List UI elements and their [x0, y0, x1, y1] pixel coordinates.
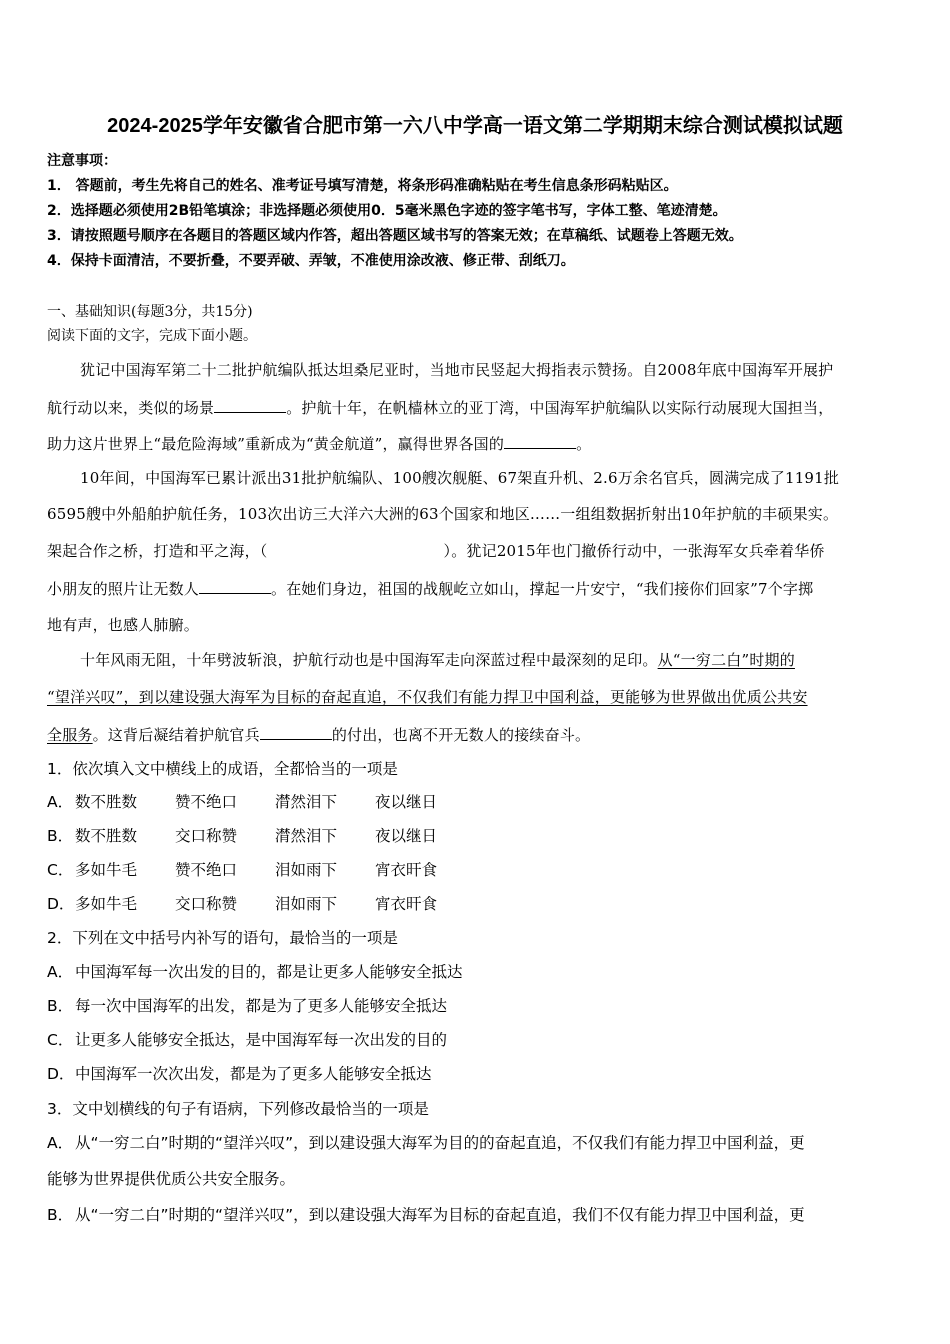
- passage-line: [47, 541, 905, 561]
- option-word: 数不胜数: [75, 793, 138, 811]
- option-word: 多如牛毛: [75, 895, 138, 913]
- option-key: A．: [47, 963, 74, 981]
- question-stem: 3．文中划横线的句子有语病，下列修改最恰当的一项是: [47, 1100, 429, 1118]
- option-word: 夜以继日: [375, 793, 438, 811]
- passage-line: 犹记中国海军第二十二批护航编队抵达坦桑尼亚时，当地市民竖起大拇指表示赞扬。自2008年底中国海军开展护: [80, 361, 834, 379]
- answer-option[interactable]: [47, 1205, 805, 1225]
- notice-item: 4．保持卡面清洁，不要折叠，不要弄破、弄皱，不准使用涂改液、修正带、刮纸刀。: [47, 253, 575, 269]
- option-word: 潸然泪下: [275, 793, 338, 811]
- option-text: 从“一穷二白”时期的“望洋兴叹”，到以建设强大海军为目的的奋起直追，不仅我们有能力捍卫中国利益，更: [75, 1134, 805, 1152]
- answer-option[interactable]: [47, 1133, 805, 1153]
- underlined-sentence: “望洋兴叹”，到以建设强大海军为目标的奋起直追，不仅我们有能力捍卫中国利益，更能够为世界做出优质公共安: [47, 688, 808, 706]
- fill-blank: [260, 724, 332, 740]
- question-stem: 2．下列在文中括号内补写的语句，最恰当的一项是: [47, 929, 398, 947]
- passage-line: [47, 433, 905, 454]
- passage-line: 6595艘中外船舶护航任务，103次出访三大洋六大洲的63个国家和地区……一组组数据折射出10年护航的丰硕果实。: [47, 505, 839, 523]
- passage-text: 的付出，也离不开无数人的接续奋斗。: [331, 726, 591, 744]
- passage-text: 。: [576, 435, 592, 453]
- passage-text: 航行动以来，类似的场景: [47, 399, 215, 417]
- question-stem: 1．依次填入文中横线上的成语，全都恰当的一项是: [47, 760, 398, 778]
- option-key: D．: [47, 895, 75, 913]
- option-text: 中国海军一次次出发，都是为了更多人能够安全抵达: [75, 1065, 432, 1083]
- option-word: 交口称赞: [175, 827, 238, 845]
- option-word: 泪如雨下: [275, 895, 338, 913]
- option-word: 泪如雨下: [275, 861, 338, 879]
- answer-option[interactable]: [47, 860, 475, 880]
- option-word: 赞不绝口: [175, 861, 238, 879]
- option-word: 多如牛毛: [75, 861, 138, 879]
- option-key: D．: [47, 1065, 75, 1083]
- option-word: 交口称赞: [175, 895, 238, 913]
- option-key: C．: [47, 861, 74, 879]
- option-word: 夜以继日: [375, 827, 438, 845]
- underlined-sentence: 从“一穷二白”时期的: [657, 651, 795, 669]
- passage-text: 。这背后凝结着护航官兵: [92, 726, 260, 744]
- passage-line: [47, 724, 905, 745]
- section-instruction: 阅读下面的文字，完成下面小题。: [47, 328, 257, 344]
- passage-line: [47, 687, 905, 707]
- option-key: B．: [47, 1206, 74, 1224]
- option-word: 宵衣旰食: [375, 861, 438, 879]
- option-text: 让更多人能够安全抵达，是中国海军每一次出发的目的: [75, 1031, 448, 1049]
- option-text: 从“一穷二白”时期的“望洋兴叹”，到以建设强大海军为目标的奋起直追，我们不仅有能力捍卫中国利益，更: [75, 1206, 805, 1224]
- answer-option-continued: 能够为世界提供优质公共安全服务。: [47, 1170, 296, 1188]
- underlined-sentence: 全服务: [47, 726, 93, 744]
- section-heading: 一、基础知识(每题3分，共15分): [47, 304, 253, 320]
- notice-item: 3．请按照题号顺序在各题目的答题区域内作答，超出答题区域书写的答案无效；在草稿纸、试题卷上答题无效。: [47, 228, 743, 244]
- fill-blank: [504, 433, 576, 449]
- notice-item: 2．选择题必须使用2B铅笔填涂；非选择题必须使用0．5毫米黑色字迹的签字笔书写，字体工整、笔迹清楚。: [47, 203, 727, 219]
- notice-heading: 注意事项：: [47, 153, 117, 169]
- option-key: A．: [47, 793, 74, 811]
- passage-line: [47, 578, 905, 599]
- option-key: C．: [47, 1031, 74, 1049]
- passage-text: 。在她们身边，祖国的战舰屹立如山，撑起一片安宁，“我们接你们回家”7个字掷: [271, 580, 814, 598]
- passage-line: [80, 650, 905, 670]
- fill-blank: [199, 578, 271, 594]
- passage-text: 小朋友的照片让无数人: [47, 580, 200, 598]
- passage-line: 地有声，也感人肺腑。: [47, 616, 200, 634]
- answer-option[interactable]: [47, 894, 475, 914]
- passage-line: [47, 397, 905, 418]
- option-key: A．: [47, 1134, 74, 1152]
- option-key: B．: [47, 827, 74, 845]
- option-text: 中国海军每一次出发的目的，都是让更多人能够安全抵达: [75, 963, 463, 981]
- option-key: B．: [47, 997, 74, 1015]
- option-word: 宵衣旰食: [375, 895, 438, 913]
- option-text: 每一次中国海军的出发，都是为了更多人能够安全抵达: [75, 997, 448, 1015]
- passage-line: 10年间，中国海军已累计派出31批护航编队、100艘次舰艇、67架直升机、2.6万余名官兵，圆满完成了1191批: [80, 469, 840, 487]
- option-word: 潸然泪下: [275, 827, 338, 845]
- option-word: 赞不绝口: [175, 793, 238, 811]
- option-word: 数不胜数: [75, 827, 138, 845]
- page-title: 2024-2025学年安徽省合肥市第一六八中学高一语文第二学期期末综合测试模拟试题: [107, 115, 843, 137]
- passage-text: 。护航十年，在帆樯林立的亚丁湾，中国海军护航编队以实际行动展现大国担当，: [286, 399, 834, 417]
- answer-option[interactable]: [47, 962, 463, 982]
- passage-text: 十年风雨无阻，十年劈波斩浪，护航行动也是中国海军走向深蓝过程中最深刻的足印。: [80, 651, 658, 669]
- answer-option[interactable]: [47, 1030, 447, 1050]
- answer-option[interactable]: [47, 826, 475, 846]
- passage-text: ）。犹记2015年也门撤侨行动中，一张海军女兵牵着华侨: [443, 542, 825, 560]
- answer-option[interactable]: [47, 792, 475, 812]
- passage-text: 架起合作之桥，打造和平之海，（: [47, 542, 268, 560]
- answer-option[interactable]: [47, 996, 447, 1016]
- answer-option[interactable]: [47, 1064, 432, 1084]
- notice-item: 1． 答题前，考生先将自己的姓名、准考证号填写清楚，将条形码准确粘贴在考生信息条形码粘贴区。: [47, 178, 678, 194]
- passage-text: 助力这片世界上“最危险海域”重新成为“黄金航道”，赢得世界各国的: [47, 435, 505, 453]
- fill-blank: [214, 397, 286, 413]
